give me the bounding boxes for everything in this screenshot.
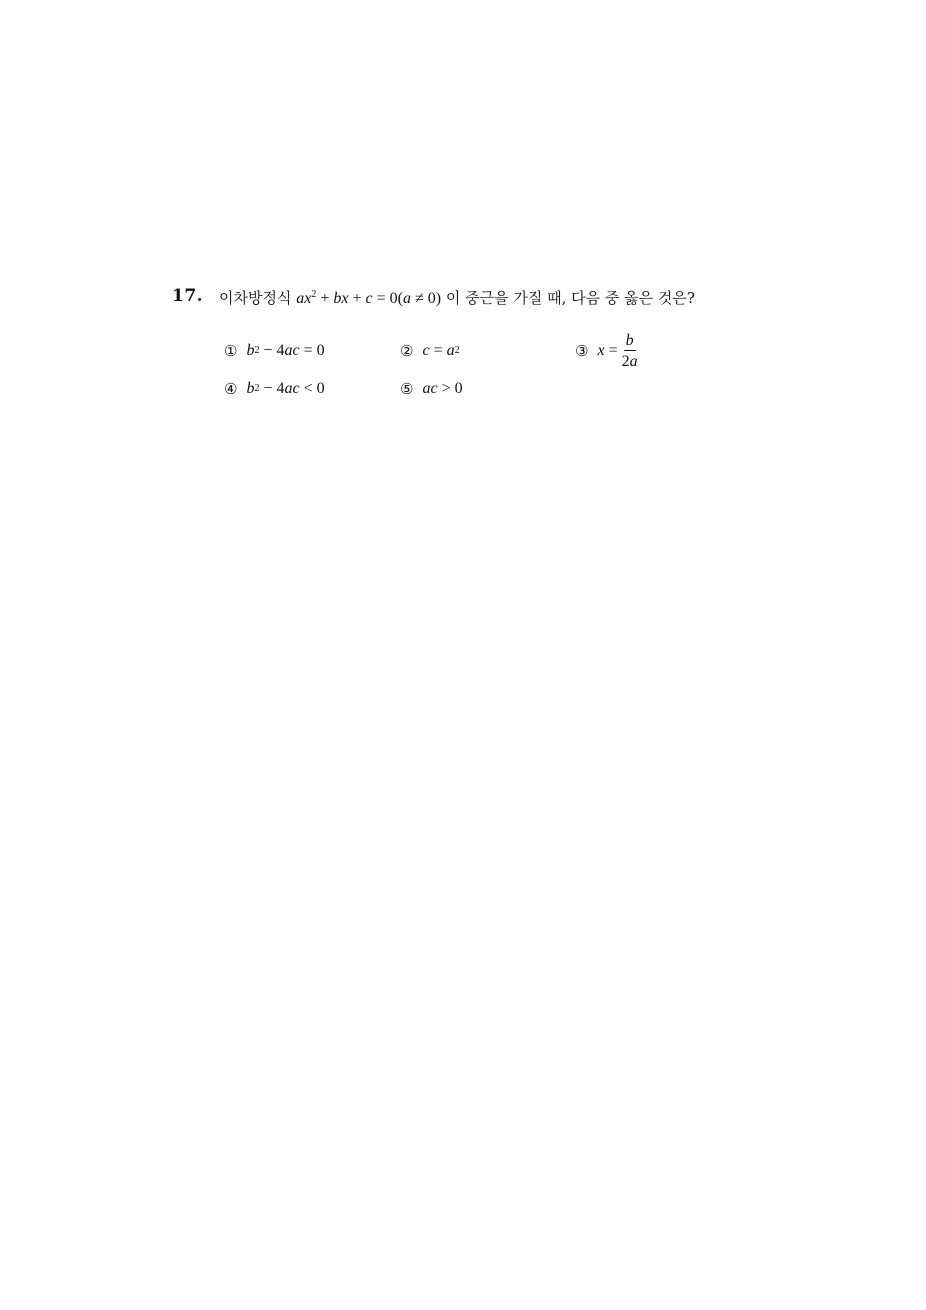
var-a: a: [446, 342, 455, 359]
fraction-numerator: b: [625, 332, 634, 349]
relation: =: [604, 342, 618, 359]
var-x: x: [597, 342, 605, 359]
var-x: x: [304, 290, 312, 307]
var-b: b: [333, 290, 342, 307]
stem-suffix: 이 중근을 가질 때, 다음 중 옳은 것은?: [441, 289, 695, 307]
exponent: 2: [311, 289, 317, 300]
denominator-coefficient: 2: [621, 353, 630, 370]
var-b: b: [246, 380, 255, 397]
choice-marker: ②: [400, 342, 414, 360]
operator: − 4: [259, 342, 285, 359]
stem-equation: [296, 289, 441, 307]
var-ac: ac: [284, 380, 300, 397]
var-ac: ac: [284, 342, 300, 359]
var-b: b: [246, 342, 255, 359]
choice-1[interactable]: ① b 2 − 4 ac = 0: [224, 342, 325, 360]
var-a: a: [629, 353, 638, 370]
relation: < 0: [299, 380, 325, 397]
operator: +: [316, 290, 334, 307]
choice-3[interactable]: [575, 332, 638, 370]
fraction-denominator: [622, 351, 638, 370]
var-a: a: [296, 290, 305, 307]
var-c: c: [422, 342, 430, 359]
choice-2[interactable]: ② c = a 2: [400, 342, 460, 360]
var-ac: ac: [422, 380, 438, 397]
choice-marker: ④: [224, 380, 238, 398]
choice-marker: ⑤: [400, 380, 414, 398]
question-number: 17.: [172, 286, 204, 306]
operator: +: [348, 290, 366, 307]
fraction: [622, 332, 638, 370]
question-stem: [219, 287, 695, 308]
var-x: x: [341, 290, 349, 307]
stem-prefix: 이차방정식: [219, 289, 292, 307]
var-a: a: [402, 290, 411, 307]
choice-5[interactable]: [400, 380, 463, 398]
not-equal-zero: ≠ 0): [410, 290, 442, 307]
choice-marker: ③: [575, 342, 589, 360]
operator: − 4: [259, 380, 285, 397]
equals-zero: = 0(: [372, 290, 403, 307]
var-c: c: [365, 290, 373, 307]
relation: =: [429, 342, 447, 359]
relation: > 0: [437, 380, 463, 397]
choice-marker: ①: [224, 342, 238, 360]
relation: = 0: [299, 342, 325, 359]
choice-4[interactable]: ④ b 2 − 4 ac < 0: [224, 380, 325, 398]
